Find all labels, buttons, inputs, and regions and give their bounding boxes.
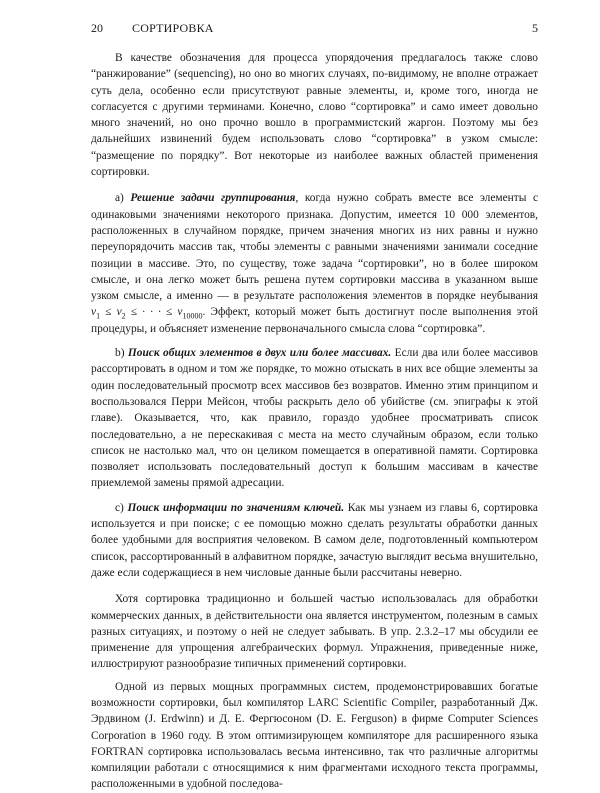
item-c-text: Как мы узнаем из главы 6, сортировка используется и при поиске; с ее помощью можно сделать результаты обработки данных более удобными для восприятия человеком. В самом деле, подготовленный компьютером список, рассортированный в алфавитном порядке, зачастую выглядит весьма внушительно, даже если содержащиеся в нем числовые данные были рассчитаны неверно. [91,501,538,579]
inequality-formula: $v_1 \le v_2$ ≤ · · · ≤ $v_{10000}$ [91,306,203,321]
item-b-common-elements [91,345,538,492]
item-a-marker: a) [115,192,124,205]
item-b-title: Поиск общих элементов в двух или более массивах. [127,347,392,360]
running-head [91,20,538,38]
item-a-title: Решение задачи группирования [130,192,296,205]
item-c-marker: c) [115,501,124,514]
paragraph-terminology: В качестве обозначения для процесса упорядочения предлагалось также слово “ранжирование” (sequencing), но оно во многих случаях, по-видимому, не вполне отражает суть дела, особенно если присутствуют равные элементы, и, кроме того, иногда не согласуется с другими терминами. Конечно, слово “сортировка” и само имеет довольно много значений, но оно прочно вошло в программистский жаргон. Поэтому мы без дальнейших извинений будем использовать слово “сортировка” в узком смысле: “размещение по порядку”. Вот некоторые из наиболее важных областей применения сортировки. [91,52,538,179]
item-c-title: Поиск информации по значениям ключей. [127,501,345,514]
item-a-text: , когда нужно собрать вместе все элементы с одинаковыми значениями некоторого признака. Допустим, имеется 10 000 элементов, расположенных в случайном порядке, причем значения многих из них равны и нужно переупорядочить массив так, чтобы элементы с равными значениями занимали соседние позиции в массиве. Это, по существу, тоже задача “сортировки”, но в более широком смысле, и она легко может быть решена путем сортировки массива в указанном выше узком смысле, а именно — в результате расположения элементов в порядке неубывания [91,192,538,303]
page-number-right: 5 [532,21,538,35]
item-b-marker: b) [115,347,125,360]
item-a-grouping [91,190,538,337]
item-c-key-search [91,500,538,581]
chapter-title: СОРТИРОВКА [132,21,214,35]
paragraph-larc-compiler: Одной из первых мощных программных систем, продемонстрировавших богатые возможности сортировки, был компилятор LARC Scientific Compiler, разработанный Дж. Эрдвином (J. Erdwinn) и Д. Е. Фергюсоном (D. E. Ferguson) в фирме Computer Sciences Corporation в 1960 году. В этом оптимизирующем компиляторе для расширенного языка FORTRAN сортировка использовалась весьма интенсивно, так что различные алгоритмы компиляции работали с относящимися к ним фрагментами исходного текста программы, расположенными в удобной последова- [91,680,538,791]
paragraph-applications: Хотя сортировка традиционно и большей частью использовалась для обработки коммерческих данных, в действительности она является инструментом, полезным в самых разных ситуациях, и поэтому о ней не следует забывать. В упр. 2.3.2–17 мы обсудили ее применение для упрощения алгебраических формул. Упражнения, приведенные ниже, иллюстрируют разнообразие типичных применений сортировки. [91,593,538,671]
item-a-text-end: . Эффект, который может быть достигнут после выполнения этой процедуры, и объясняет изменение первоначального смысла слова “сортировка”. [91,306,538,335]
running-head-left [91,20,240,36]
item-b-text: Если два или более массивов рассортировать в одном и том же порядке, то можно отыскать в них все общие элементы за один последовательный просмотр всех массивов без возвратов. Именно этим принципом и воспользовался Перри Мейсон, чтобы раскрыть дело об убийстве (см. эпиграфы к этой главе). Оказывается, что, как правило, гораздо удобнее просматривать список последовательно, а не перескакивая с места на место случайным образом, если только список не настолько мал, что он целиком помещается в оперативной памяти. Сортировка позволяет использовать последовательный доступ к большим массивам в качестве приемлемой замены прямой адресации. [91,347,538,490]
page-number-left: 20 [91,21,103,35]
